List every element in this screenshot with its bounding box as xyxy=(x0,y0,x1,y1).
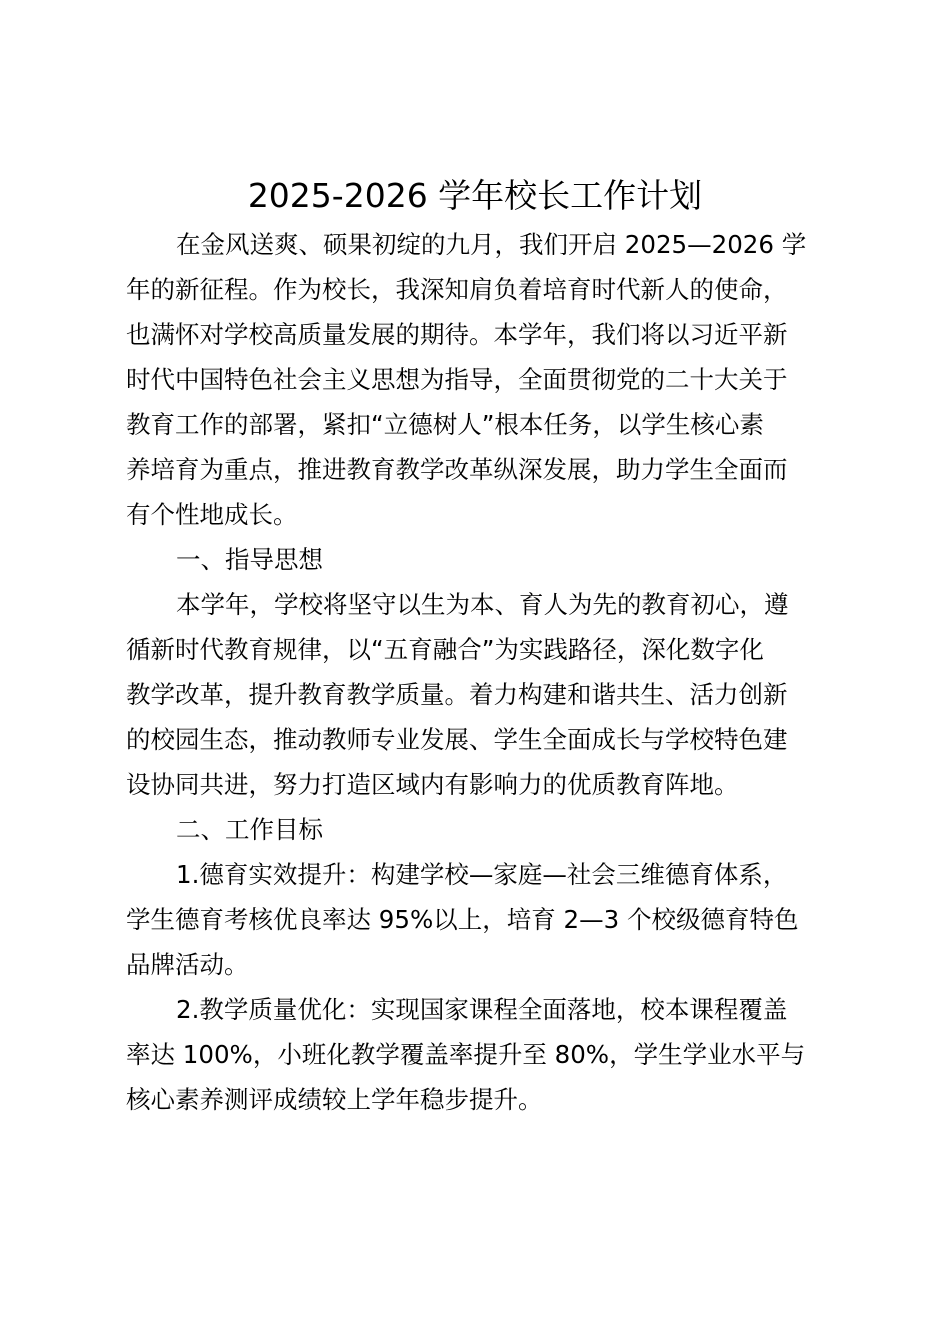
goal-2-line-1: 2.教学质量优化：实现国家课程全面落地，校本课程覆盖 xyxy=(176,995,788,1024)
guiding-line-5: 设协同共进，努力打造区域内有影响力的优质教育阵地。 xyxy=(126,770,739,799)
goal-2-line-3: 核心素养测评成绩较上学年稳步提升。 xyxy=(126,1085,543,1114)
guiding-line-1: 本学年，学校将坚守以生为本、育人为先的教育初心，遵 xyxy=(176,590,789,619)
intro-line-1: 在金风送爽、硕果初绽的九月，我们开启 2025—2026 学 xyxy=(176,230,807,259)
section-heading-guiding-ideology: 一、指导思想 xyxy=(176,545,323,574)
guiding-line-2: 循新时代教育规律，以“五育融合”为实践路径，深化数字化 xyxy=(126,635,764,664)
intro-line-7: 有个性地成长。 xyxy=(126,500,298,529)
section-heading-work-goals: 二、工作目标 xyxy=(176,815,323,844)
intro-line-2: 年的新征程。作为校长，我深知肩负着培育时代新人的使命， xyxy=(126,275,788,304)
intro-line-4: 时代中国特色社会主义思想为指导，全面贯彻党的二十大关于 xyxy=(126,365,788,394)
guiding-line-4: 的校园生态，推动教师专业发展、学生全面成长与学校特色建 xyxy=(126,725,788,754)
guiding-line-3: 教学改革，提升教育教学质量。着力构建和谐共生、活力创新 xyxy=(126,680,788,709)
goal-2-line-2: 率达 100%，小班化教学覆盖率提升至 80%，学生学业水平与 xyxy=(126,1040,806,1069)
goal-1-line-3: 品牌活动。 xyxy=(126,950,249,979)
intro-line-3: 也满怀对学校高质量发展的期待。本学年，我们将以习近平新 xyxy=(126,320,788,349)
goal-1-line-2: 学生德育考核优良率达 95%以上，培育 2—3 个校级德育特色 xyxy=(126,905,799,934)
intro-line-6: 养培育为重点，推进教育教学改革纵深发展，助力学生全面而 xyxy=(126,455,788,484)
document-title: 2025-2026 学年校长工作计划 xyxy=(247,176,703,215)
intro-line-5: 教育工作的部署，紧扣“立德树人”根本任务，以学生核心素 xyxy=(126,410,764,439)
goal-1-line-1: 1.德育实效提升：构建学校—家庭—社会三维德育体系， xyxy=(176,860,788,889)
